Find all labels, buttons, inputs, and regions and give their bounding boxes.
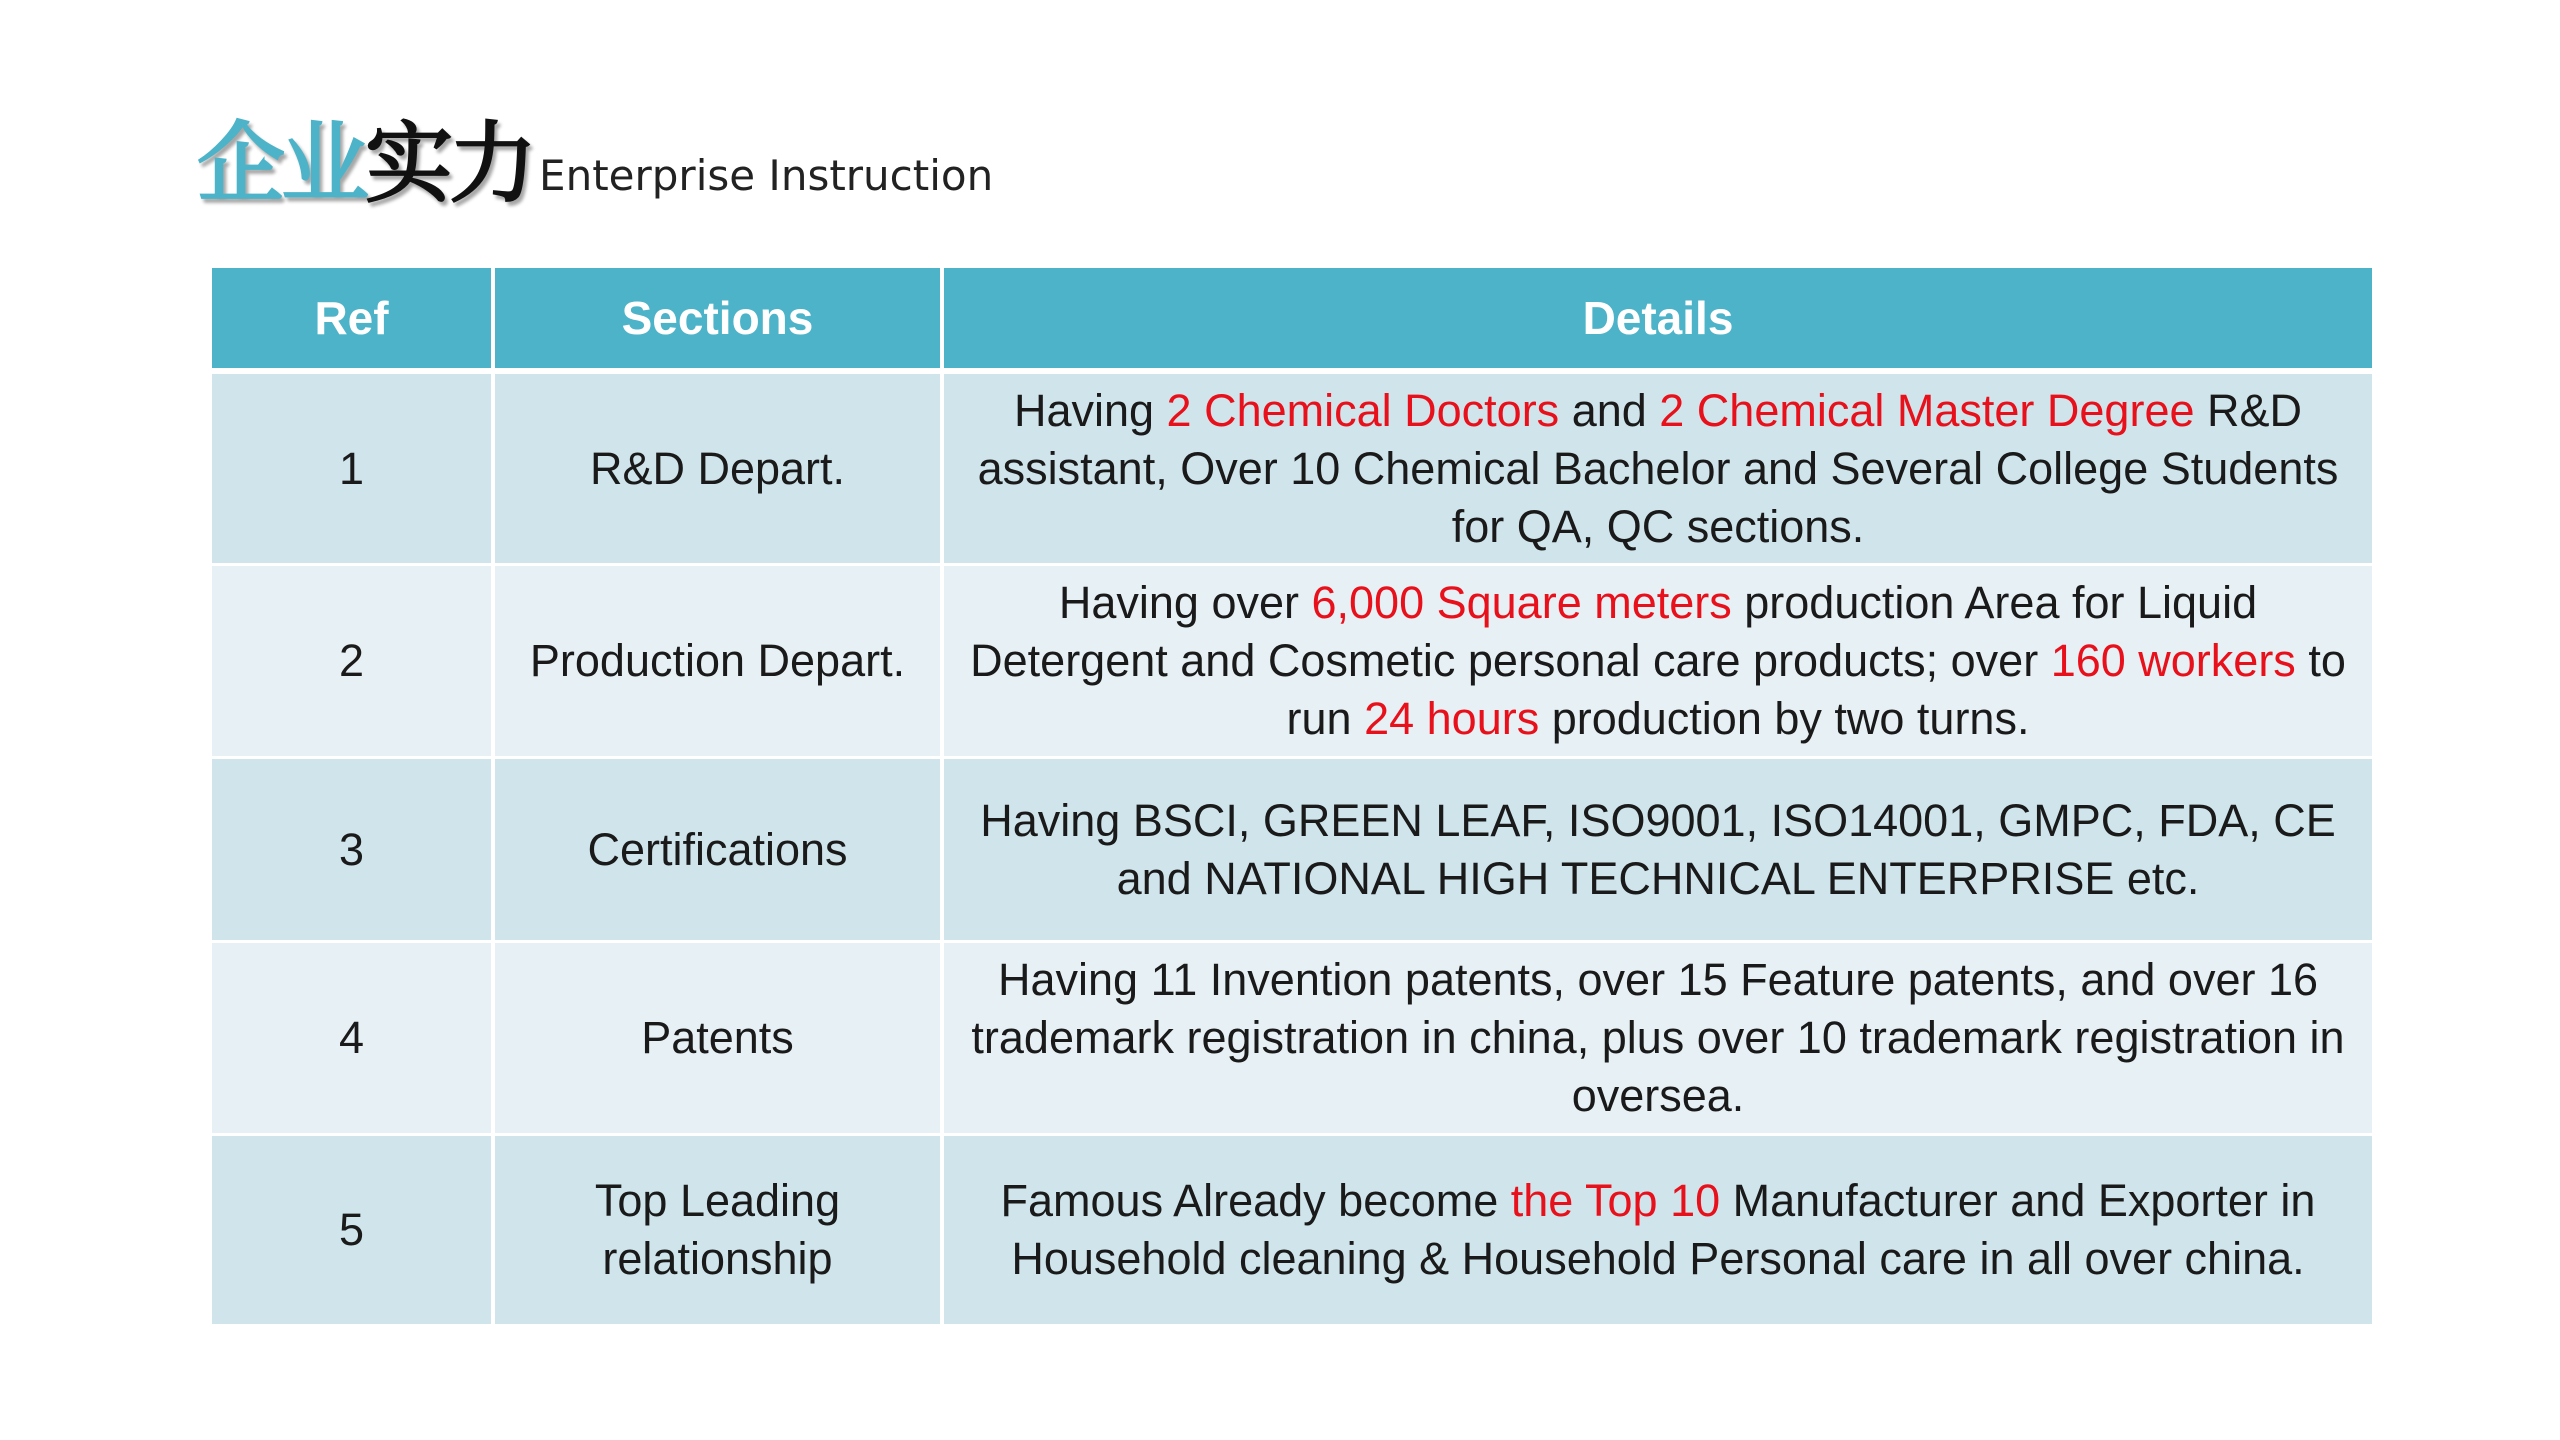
details-text: production by two turns. xyxy=(1539,693,2030,744)
details-highlight: 24 hours xyxy=(1364,693,1540,744)
details-highlight: the Top 10 xyxy=(1510,1175,1721,1226)
cell-details xyxy=(942,1135,2372,1325)
details-highlight: 2 Chemical Master Degree xyxy=(1659,384,2195,436)
cell-section: Certifications xyxy=(493,758,942,942)
cell-section: R&D Depart. xyxy=(493,371,942,565)
details-text: to run xyxy=(1286,635,2346,744)
cell-ref: 4 xyxy=(212,942,493,1135)
table-row xyxy=(212,565,2372,758)
cell-section: Patents xyxy=(493,942,942,1135)
cell-ref: 3 xyxy=(212,758,493,942)
details-highlight: 6,000 Square meters xyxy=(1311,577,1732,628)
table-row xyxy=(212,942,2372,1135)
details-text: R&D assistant, Over 10 Chemical Bachelor and Several College Students for QA, QC sections. xyxy=(977,384,2339,552)
title-english: Enterprise Instruction xyxy=(539,151,994,200)
details-text: and xyxy=(1559,384,1660,436)
cell-details xyxy=(942,758,2372,942)
details-text: Having xyxy=(1013,384,1167,436)
details-text: Manufacturer and Exporter in Household cleaning & Household Personal care in all over china. xyxy=(1011,1175,2316,1284)
page-title xyxy=(197,98,994,215)
enterprise-table xyxy=(212,268,2372,1324)
details-text: Having over xyxy=(1058,577,1312,628)
details-text: Famous Already become xyxy=(1000,1175,1511,1226)
column-header-sections: Sections xyxy=(493,268,942,371)
table-row xyxy=(212,371,2372,565)
title-chinese-accent: 企业 xyxy=(197,112,366,215)
details-text: Having BSCI, GREEN LEAF, ISO9001, ISO14001, GMPC, FDA, CE and NATIONAL HIGH TECHNICAL ENTERPRISE etc. xyxy=(980,794,2336,904)
table-header-row xyxy=(212,268,2372,371)
cell-ref: 1 xyxy=(212,371,493,565)
cell-details xyxy=(942,371,2372,565)
table-row xyxy=(212,758,2372,942)
cell-details xyxy=(942,565,2372,758)
cell-details xyxy=(942,942,2372,1135)
details-text: Having 11 Invention patents, over 15 Feature patents, and over 16 trademark registration in china, plus over 10 trademark registration in oversea. xyxy=(971,954,2345,1121)
details-highlight: 2 Chemical Doctors xyxy=(1166,384,1560,436)
column-header-ref: Ref xyxy=(212,268,493,371)
cell-ref: 5 xyxy=(212,1135,493,1325)
cell-section: Production Depart. xyxy=(493,565,942,758)
details-text: production Area for Liquid Detergent and Cosmetic personal care products; over xyxy=(970,577,2258,686)
table-row xyxy=(212,1135,2372,1325)
cell-ref: 2 xyxy=(212,565,493,758)
cell-section: Top Leading relationship xyxy=(493,1135,942,1325)
details-highlight: 160 workers xyxy=(2050,635,2296,686)
title-chinese-main: 实力 xyxy=(365,112,534,215)
column-header-details: Details xyxy=(942,268,2372,371)
